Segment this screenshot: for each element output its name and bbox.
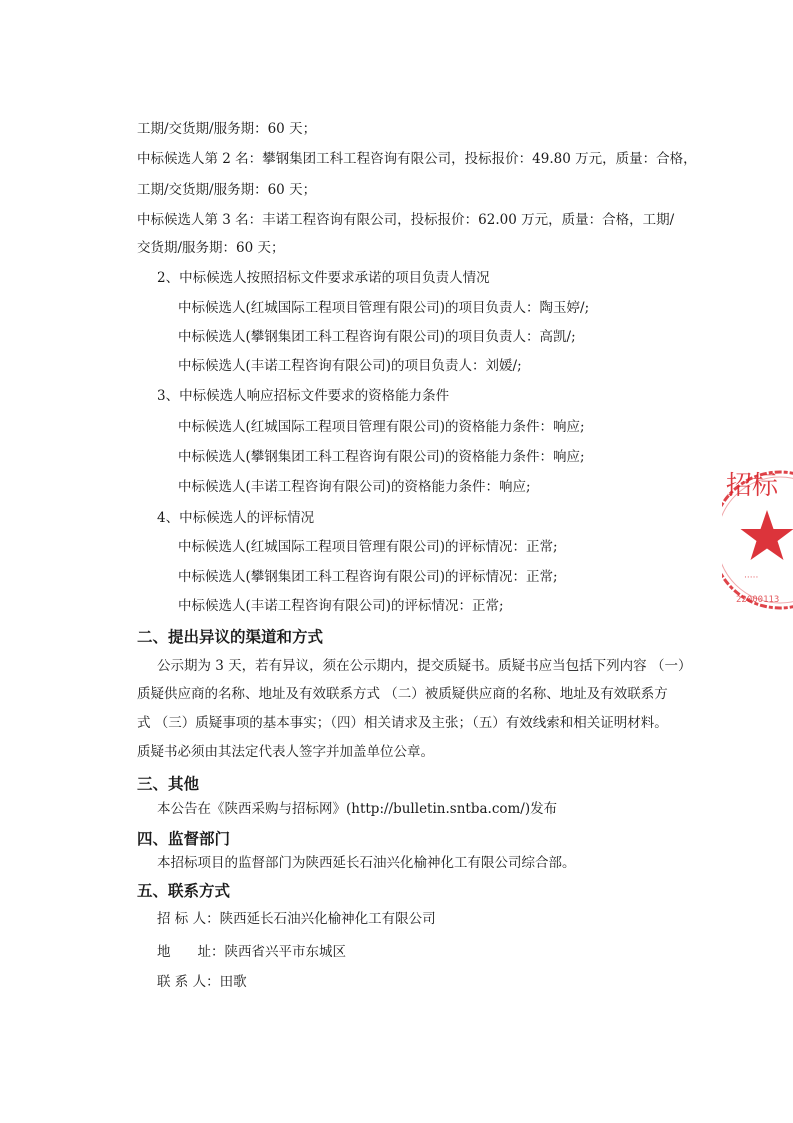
objection-line-3: 式 （三）质疑事项的基本事实；（四）相关请求及主张；（五）有效线索和相关证明材料。 — [137, 715, 668, 731]
candidate2-period: 工期/交货期/服务期：60 天； — [137, 182, 317, 198]
evaluation-1: 中标候选人(红城国际工程项目管理有限公司)的评标情况：正常; — [178, 539, 558, 555]
objection-line-2: 质疑供应商的名称、地址及有效联系方式 （二）被质疑供应商的名称、地址及有效联系方 — [137, 686, 668, 702]
evaluation-3: 中标候选人(丰诺工程咨询有限公司)的评标情况：正常; — [178, 598, 504, 614]
project-leader-3: 中标候选人(丰诺工程咨询有限公司)的项目负责人：刘媛/; — [178, 358, 522, 374]
contact-address: 地 址：陕西省兴平市东城区 — [157, 944, 346, 960]
section3-subheading: 3、中标候选人响应招标文件要求的资格能力条件 — [157, 388, 450, 404]
objection-line-1: 公示期为 3 天，若有异议，须在公示期内，提交质疑书。质疑书应当包括下列内容 （一） — [157, 658, 692, 674]
project-leader-1: 中标候选人(红城国际工程项目管理有限公司)的项目负责人：陶玉婷/; — [178, 300, 590, 316]
seal-top-text: 招标 — [726, 471, 779, 501]
svg-text:·····: ····· — [744, 573, 759, 583]
candidate3-period: 交货期/服务期：60 天； — [137, 240, 285, 256]
contact-person: 联 系 人：田歌 — [157, 974, 247, 990]
objection-line-4: 质疑书必须由其法定代表人签字并加盖单位公章。 — [137, 744, 434, 760]
official-seal — [722, 452, 793, 622]
candidate2-summary: 中标候选人第 2 名：攀钢集团工科工程咨询有限公司，投标报价：49.80 万元，质量：合格， — [137, 151, 697, 167]
candidate3-summary: 中标候选人第 3 名：丰诺工程咨询有限公司，投标报价：62.00 万元，质量：合格，工期/ — [137, 212, 675, 228]
supervision-heading: 四、监督部门 — [137, 830, 231, 848]
contact-tenderer: 招 标 人：陕西延长石油兴化榆神化工有限公司 — [157, 911, 436, 927]
contact-heading: 五、联系方式 — [137, 882, 231, 900]
evaluation-2: 中标候选人(攀钢集团工科工程咨询有限公司)的评标情况：正常; — [178, 569, 558, 585]
section2-subheading: 2、中标候选人按照招标文件要求承诺的项目负责人情况 — [157, 270, 490, 286]
seal-stamp-icon — [722, 452, 793, 622]
qualification-3: 中标候选人(丰诺工程咨询有限公司)的资格能力条件：响应; — [178, 479, 531, 495]
seal-bottom-text: 22000113 — [736, 595, 780, 605]
other-heading: 三、其他 — [137, 775, 200, 793]
project-leader-2: 中标候选人(攀钢集团工科工程咨询有限公司)的项目负责人：高凯/; — [178, 329, 576, 345]
section4-subheading: 4、中标候选人的评标情况 — [157, 510, 315, 526]
supervision-line: 本招标项目的监督部门为陕西延长石油兴化榆神化工有限公司综合部。 — [157, 855, 576, 871]
seal-star-icon — [741, 510, 793, 560]
candidate1-period: 工期/交货期/服务期：60 天； — [137, 121, 317, 137]
qualification-1: 中标候选人(红城国际工程项目管理有限公司)的资格能力条件：响应; — [178, 419, 585, 435]
qualification-2: 中标候选人(攀钢集团工科工程咨询有限公司)的资格能力条件：响应; — [178, 449, 585, 465]
objection-heading: 二、提出异议的渠道和方式 — [137, 628, 324, 646]
publication-notice: 本公告在《陕西采购与招标网》(http://bulletin.sntba.com/)发布 — [157, 801, 558, 817]
